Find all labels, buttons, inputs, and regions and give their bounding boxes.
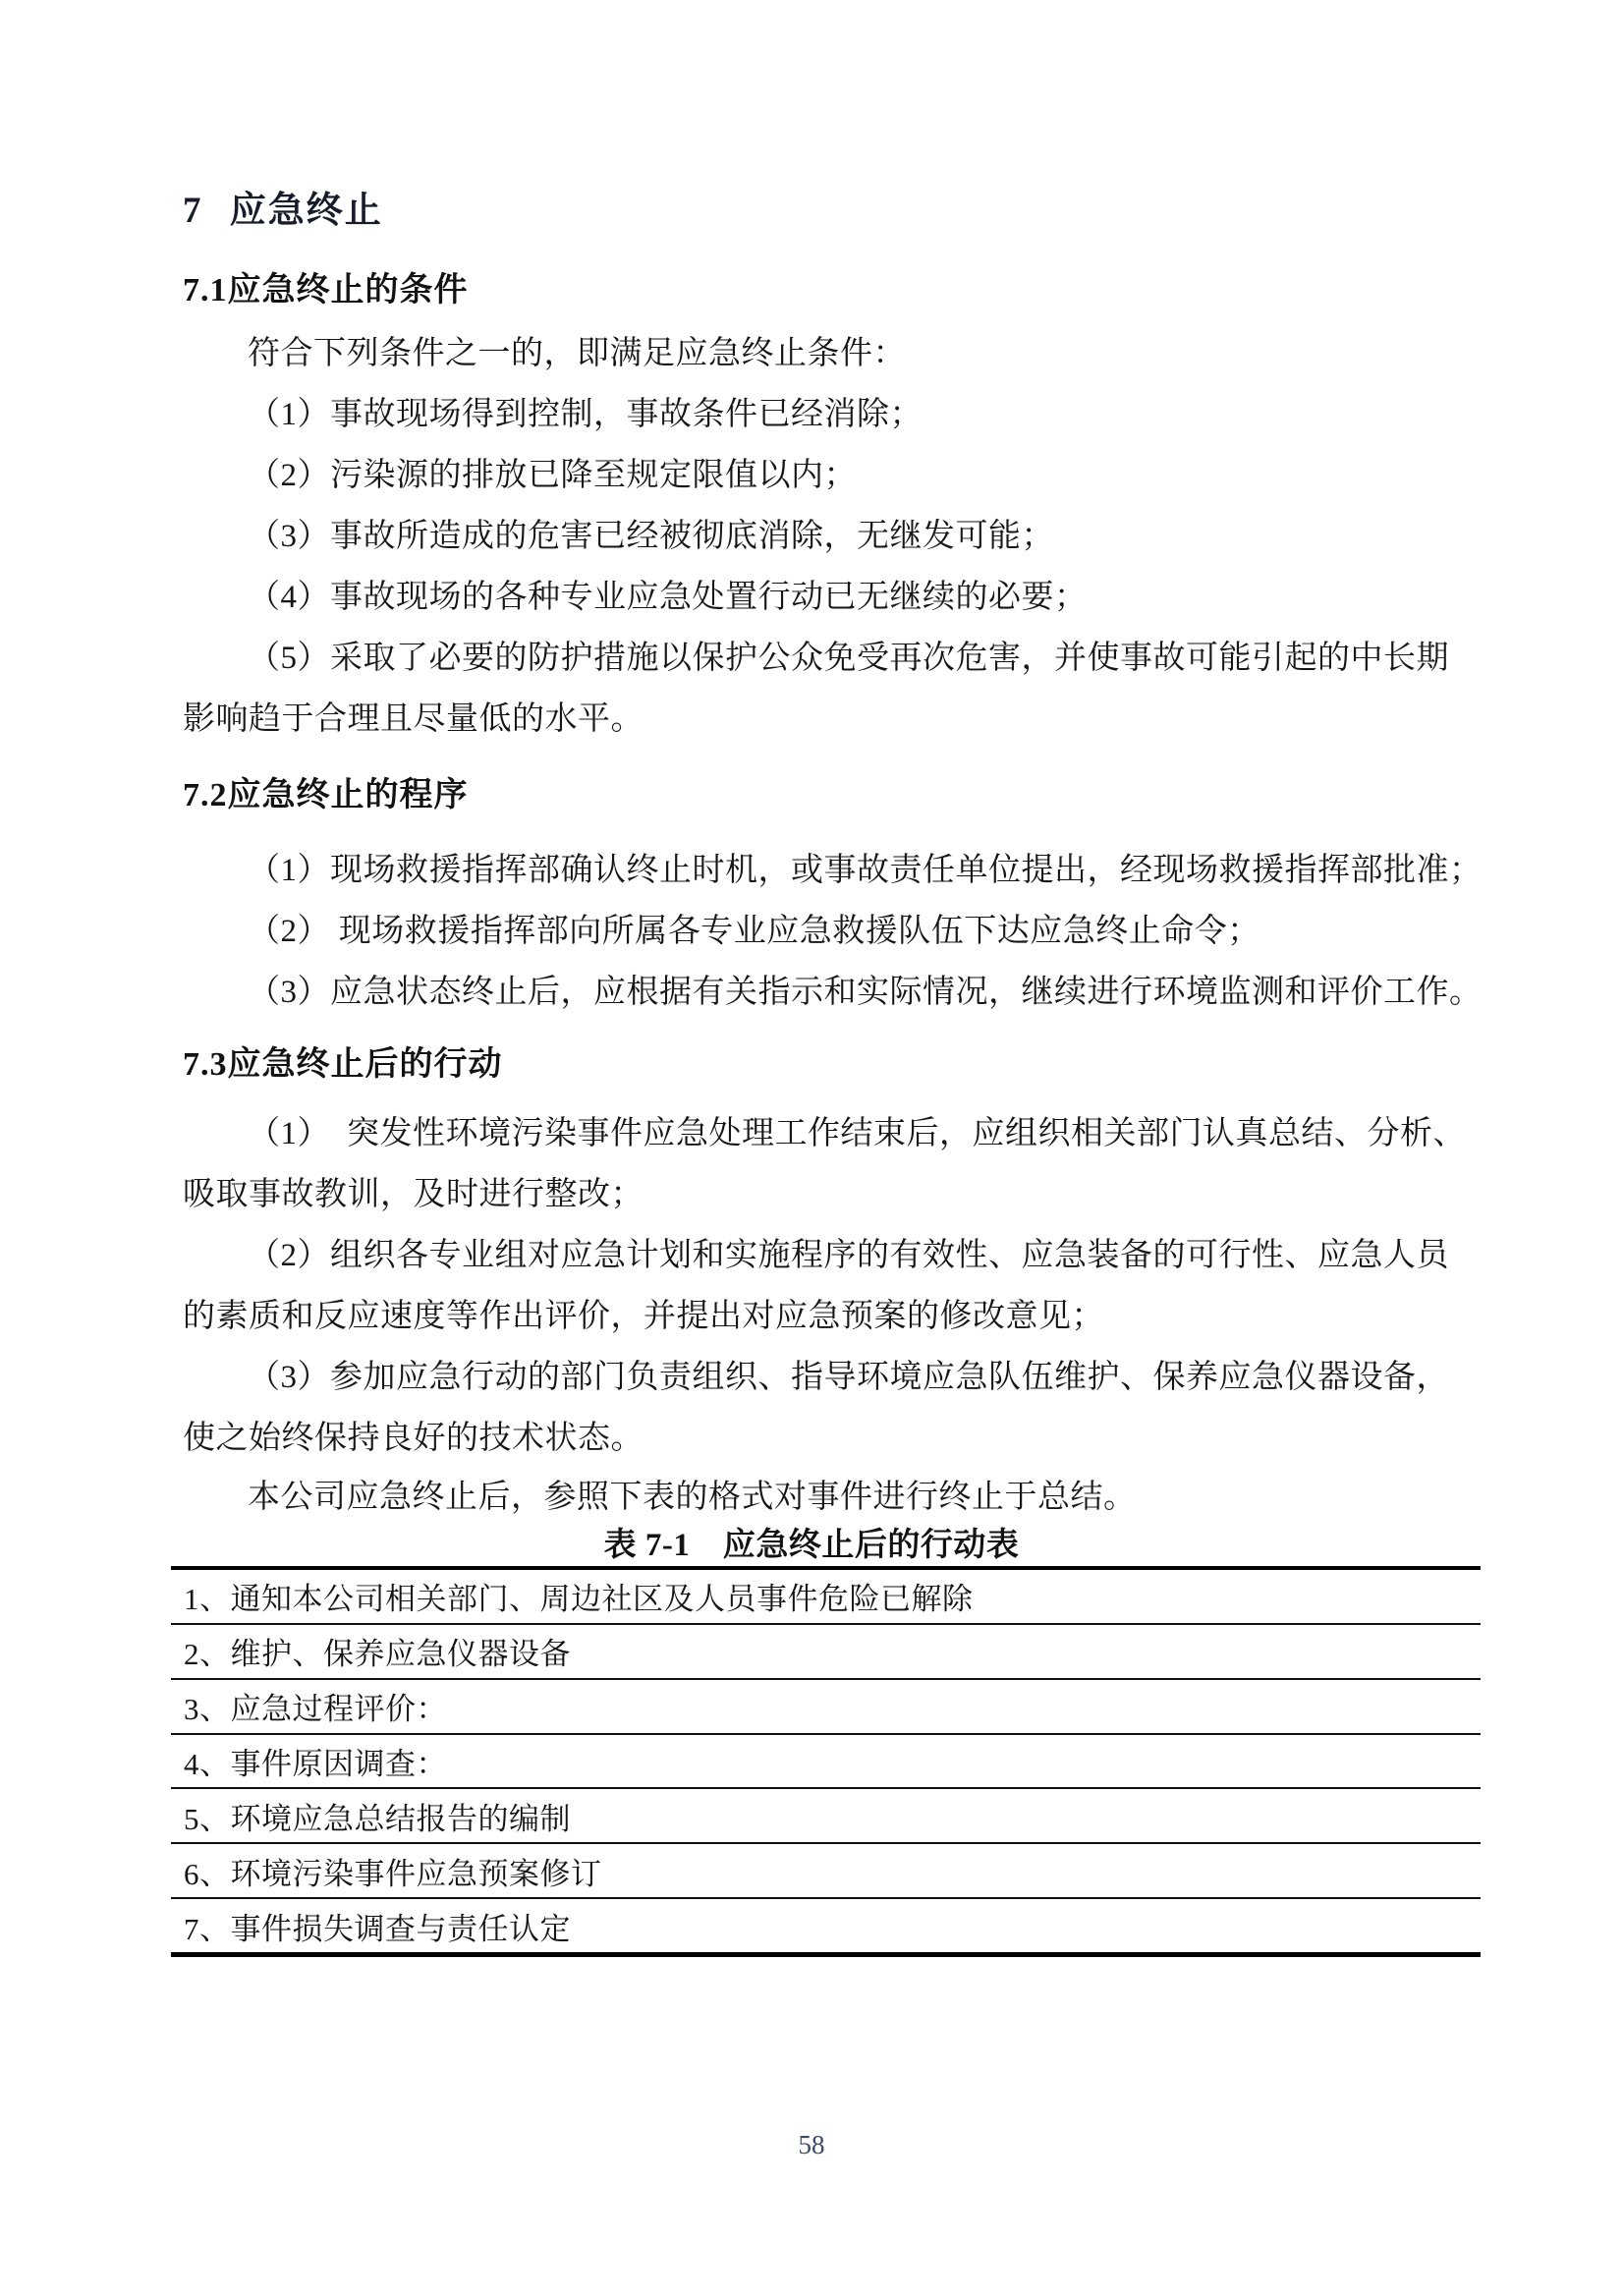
section-7-1-item-3: （3）事故所造成的危害已经被彻底消除，无继发可能； [248, 519, 1054, 554]
section-7-1-intro: 符合下列条件之一的，即满足应急终止条件： [248, 336, 906, 371]
table-row: 4、事件原因调查： [171, 1733, 1481, 1788]
section-7-2-heading: 7.2应急终止的程序 [183, 777, 469, 813]
section-7-3-heading: 7.3应急终止后的行动 [183, 1046, 503, 1083]
table-row: 1、通知本公司相关部门、周边社区及人员事件危险已解除 [184, 1582, 974, 1617]
section-7-1-item-5: （5）采取了必要的防护措施以保护公众免受再次危害，并使事故可能引起的中长期 [248, 641, 1449, 676]
section-7-3-item-3-continuation: 使之始终保持良好的技术状态。 [183, 1421, 644, 1456]
section-7-1-item-1: （1）事故现场得到控制，事故条件已经消除； [248, 397, 923, 432]
section-7-3-item-2-continuation: 的素质和反应速度等作出评价，并提出对应急预案的修改意见； [183, 1299, 1104, 1334]
section-7-1-item-5-continuation: 影响趋于合理且尽量低的水平。 [183, 701, 644, 737]
section-7-1-item-4: （4）事故现场的各种专业应急处置行动已无继续的必要； [248, 580, 1088, 615]
section-7-1-item-2: （2）污染源的排放已降至规定限值以内； [248, 458, 857, 493]
page-number: 58 [798, 2130, 825, 2159]
section-7-2-item-2: （2） 现场救援指挥部向所属各专业应急救援队伍下达应急终止命令； [248, 914, 1260, 949]
page-title: 7 应急终止 [183, 191, 383, 231]
section-7-1-heading: 7.1应急终止的条件 [183, 272, 469, 308]
section-7-3-item-1-continuation: 吸取事故教训，及时进行整改； [183, 1177, 644, 1212]
post-termination-action-table [171, 1566, 1481, 1957]
table-caption: 表 7-1 应急终止后的行动表 [603, 1528, 1020, 1563]
table-row: 5、环境应急总结报告的编制 [171, 1787, 1481, 1842]
section-7-3-item-3: （3）参加应急行动的部门负责组织、指导环境应急队伍维护、保养应急仪器设备， [248, 1360, 1449, 1395]
section-7-2-item-1: （1）现场救援指挥部确认终止时机，或事故责任单位提出，经现场救援指挥部批准； [248, 853, 1483, 888]
table-row: 7、事件损失调查与责任认定 [171, 1897, 1481, 1952]
table-row: 2、维护、保养应急仪器设备 [171, 1623, 1481, 1678]
table-row: 3、应急过程评价： [171, 1678, 1481, 1733]
section-7-3-item-2: （2）组织各专业组对应急计划和实施程序的有效性、应急装备的可行性、应急人员 [248, 1238, 1449, 1273]
section-7-3-item-1: （1） 突发性环境污染事件应急处理工作结束后，应组织相关部门认真总结、分析、 [248, 1116, 1466, 1151]
table-row: 6、环境污染事件应急预案修订 [171, 1842, 1481, 1897]
section-7-3-closing: 本公司应急终止后，参照下表的格式对事件进行终止于总结。 [248, 1480, 1137, 1515]
section-7-2-item-3: （3）应急状态终止后，应根据有关指示和实际情况，继续进行环境监测和评价工作。 [248, 975, 1483, 1010]
